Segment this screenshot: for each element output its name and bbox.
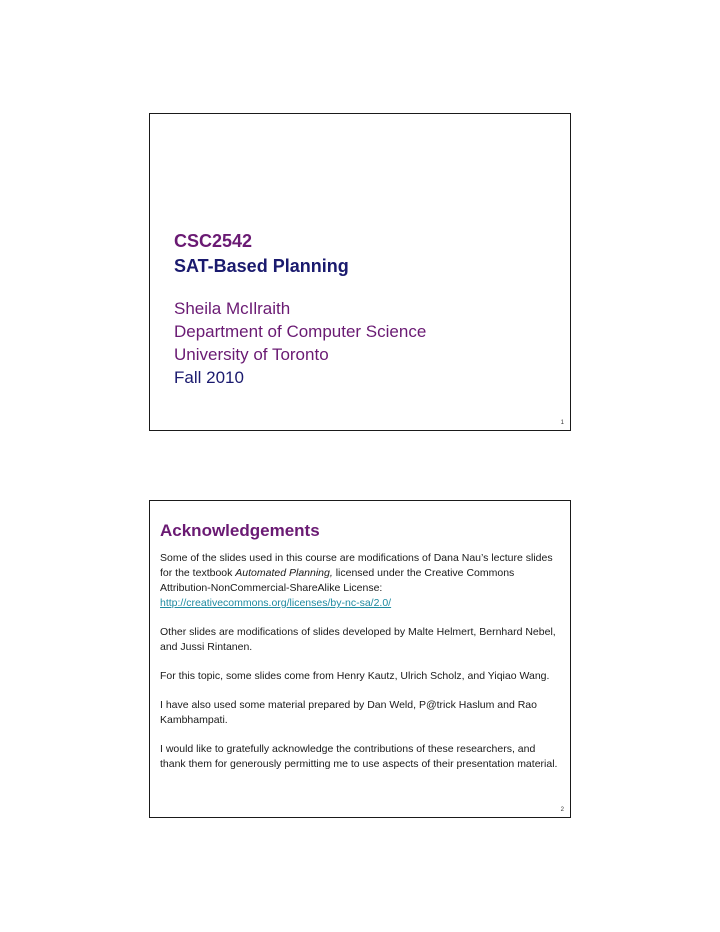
- university-name: University of Toronto: [174, 345, 329, 364]
- acknowledgements-slide: [149, 500, 571, 818]
- author-info: [174, 297, 426, 389]
- slide-page-number: 2: [560, 807, 564, 813]
- p1-text-before: Some of the slides used in this course are modifications of Dana Nau’s lecture slides for the textbook: [160, 552, 553, 579]
- course-code: CSC2542: [174, 231, 253, 251]
- title-slide: [149, 113, 571, 431]
- slide-page-number: 1: [560, 420, 564, 426]
- license-link[interactable]: http://creativecommons.org/licenses/by-nc-sa/2.0/: [160, 597, 392, 609]
- department-name: Department of Computer Science: [174, 322, 427, 341]
- paragraph-topic-sources: For this topic, some slides come from Henry Kautz, Ulrich Scholz, and Yiqiao Wang.: [160, 670, 550, 682]
- paragraph-textbook: [160, 551, 562, 611]
- slide-body: [160, 551, 562, 786]
- author-name: Sheila McIlraith: [174, 299, 291, 318]
- paragraph-material: I have also used some material prepared by Dan Weld, P@trick Haslum and Rao Kambhampati.: [160, 699, 537, 726]
- p1-text-after: licensed under the Creative Commons Attribution-NonCommercial-ShareAlike License:: [160, 567, 515, 594]
- title-block: [174, 229, 426, 389]
- slide-heading: Acknowledgements: [160, 521, 320, 540]
- paragraph-other-slides: Other slides are modifications of slides developed by Malte Helmert, Bernhard Nebel, and Jussi Rintanen.: [160, 626, 556, 653]
- term-label: Fall 2010: [174, 368, 244, 387]
- paragraph-thanks: I would like to gratefully acknowledge the contributions of these researchers, and thank them for generously permitting me to use aspects of their presentation material.: [160, 743, 558, 770]
- textbook-title: Automated Planning,: [235, 567, 333, 579]
- lecture-title: SAT-Based Planning: [174, 256, 349, 276]
